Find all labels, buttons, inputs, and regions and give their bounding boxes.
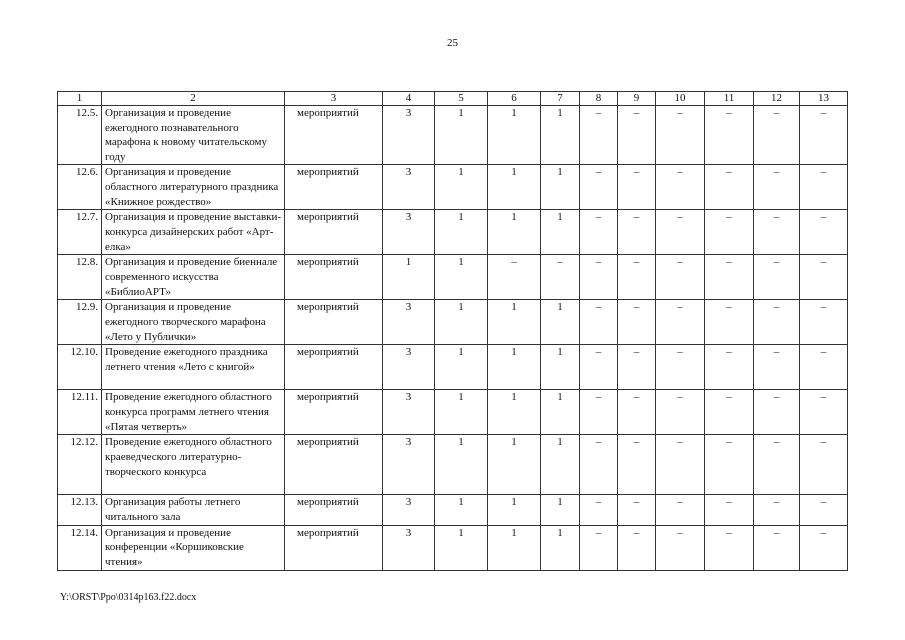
value-cell: –	[754, 435, 800, 495]
value-cell: –	[580, 345, 618, 390]
activity-description-cell: Проведение ежегодного областного конкурса программ летнего чтения «Пятая четверть»	[102, 390, 285, 435]
value-cell: –	[800, 106, 848, 165]
value-cell: –	[705, 210, 754, 255]
value-cell: –	[618, 106, 656, 165]
value-cell: –	[705, 390, 754, 435]
table-row	[58, 300, 848, 345]
column-header: 7	[541, 92, 580, 106]
value-cell: 1	[435, 210, 488, 255]
table-row	[58, 106, 848, 165]
item-number-cell: 12.6.	[58, 165, 102, 210]
column-header: 5	[435, 92, 488, 106]
value-cell: –	[656, 165, 705, 210]
value-cell: –	[705, 435, 754, 495]
value-cell: 1	[488, 435, 541, 495]
table-row	[58, 525, 848, 570]
value-cell: 1	[435, 165, 488, 210]
value-cell: –	[800, 345, 848, 390]
activity-description-cell: Организация и проведение областного литературного праздника «Книжное рождество»	[102, 165, 285, 210]
value-cell: –	[488, 255, 541, 300]
value-cell: 3	[383, 106, 435, 165]
value-cell: 1	[541, 165, 580, 210]
value-cell: 3	[383, 435, 435, 495]
unit-cell: мероприятий	[285, 106, 383, 165]
value-cell: 1	[435, 255, 488, 300]
value-cell: –	[754, 390, 800, 435]
value-cell: –	[705, 525, 754, 570]
unit-cell: мероприятий	[285, 390, 383, 435]
column-header: 8	[580, 92, 618, 106]
table-row	[58, 435, 848, 495]
value-cell: –	[754, 210, 800, 255]
value-cell: 1	[435, 300, 488, 345]
value-cell: 3	[383, 345, 435, 390]
table-row	[58, 390, 848, 435]
unit-cell: мероприятий	[285, 165, 383, 210]
table-row	[58, 210, 848, 255]
value-cell: –	[580, 300, 618, 345]
value-cell: –	[580, 390, 618, 435]
value-cell: –	[656, 390, 705, 435]
value-cell: –	[754, 255, 800, 300]
value-cell: 1	[541, 390, 580, 435]
item-number-cell: 12.7.	[58, 210, 102, 255]
item-number-cell: 12.13.	[58, 495, 102, 525]
value-cell: –	[656, 345, 705, 390]
value-cell: –	[618, 495, 656, 525]
value-cell: –	[580, 106, 618, 165]
value-cell: –	[754, 525, 800, 570]
column-header: 6	[488, 92, 541, 106]
value-cell: –	[705, 345, 754, 390]
value-cell: –	[618, 525, 656, 570]
item-number-cell: 12.10.	[58, 345, 102, 390]
value-cell: –	[800, 525, 848, 570]
value-cell: –	[580, 435, 618, 495]
column-header: 3	[285, 92, 383, 106]
value-cell: –	[705, 495, 754, 525]
value-cell: –	[754, 300, 800, 345]
value-cell: 1	[435, 390, 488, 435]
activity-table	[57, 91, 848, 571]
value-cell: –	[754, 106, 800, 165]
table-row	[58, 165, 848, 210]
unit-cell: мероприятий	[285, 345, 383, 390]
value-cell: 1	[435, 345, 488, 390]
value-cell: –	[656, 210, 705, 255]
value-cell: –	[618, 435, 656, 495]
footer-file-path: Y:\ORST\Ppo\0314p163.f22.docx	[60, 592, 197, 603]
value-cell: –	[800, 300, 848, 345]
value-cell: –	[541, 255, 580, 300]
value-cell: –	[705, 165, 754, 210]
column-header: 4	[383, 92, 435, 106]
value-cell: –	[800, 390, 848, 435]
value-cell: 3	[383, 165, 435, 210]
unit-cell: мероприятий	[285, 435, 383, 495]
value-cell: –	[618, 165, 656, 210]
value-cell: –	[705, 106, 754, 165]
item-number-cell: 12.14.	[58, 525, 102, 570]
activity-description-cell: Организация и проведение выставки-конкурса дизайнерских работ «Арт-елка»	[102, 210, 285, 255]
value-cell: 1	[435, 525, 488, 570]
column-header: 2	[102, 92, 285, 106]
column-header: 11	[705, 92, 754, 106]
value-cell: –	[580, 525, 618, 570]
activity-description-cell: Организация и проведение ежегодного познавательного марафона к новому читательскому году	[102, 106, 285, 165]
value-cell: –	[580, 495, 618, 525]
value-cell: 1	[488, 165, 541, 210]
value-cell: –	[618, 345, 656, 390]
value-cell: –	[656, 106, 705, 165]
value-cell: –	[618, 255, 656, 300]
value-cell: –	[754, 495, 800, 525]
unit-cell: мероприятий	[285, 255, 383, 300]
value-cell: –	[656, 300, 705, 345]
value-cell: –	[754, 345, 800, 390]
value-cell: –	[800, 165, 848, 210]
value-cell: 1	[488, 106, 541, 165]
value-cell: 1	[488, 525, 541, 570]
value-cell: –	[656, 435, 705, 495]
item-number-cell: 12.9.	[58, 300, 102, 345]
value-cell: –	[580, 255, 618, 300]
value-cell: 1	[541, 435, 580, 495]
value-cell: 3	[383, 210, 435, 255]
value-cell: –	[800, 435, 848, 495]
column-header: 10	[656, 92, 705, 106]
value-cell: 1	[541, 495, 580, 525]
value-cell: 1	[435, 435, 488, 495]
unit-cell: мероприятий	[285, 495, 383, 525]
activity-description-cell: Организация работы летнего читального зала	[102, 495, 285, 525]
value-cell: 1	[488, 210, 541, 255]
unit-cell: мероприятий	[285, 525, 383, 570]
item-number-cell: 12.5.	[58, 106, 102, 165]
value-cell: 3	[383, 390, 435, 435]
value-cell: –	[800, 495, 848, 525]
value-cell: 1	[541, 345, 580, 390]
value-cell: 1	[541, 525, 580, 570]
value-cell: 1	[383, 255, 435, 300]
value-cell: 3	[383, 525, 435, 570]
value-cell: 3	[383, 300, 435, 345]
value-cell: 1	[435, 495, 488, 525]
value-cell: –	[656, 255, 705, 300]
value-cell: 1	[541, 106, 580, 165]
value-cell: –	[618, 390, 656, 435]
unit-cell: мероприятий	[285, 300, 383, 345]
item-number-cell: 12.11.	[58, 390, 102, 435]
value-cell: 1	[488, 300, 541, 345]
table-row	[58, 495, 848, 525]
table-row	[58, 345, 848, 390]
value-cell: –	[580, 210, 618, 255]
value-cell: –	[580, 165, 618, 210]
value-cell: –	[618, 210, 656, 255]
value-cell: 1	[488, 495, 541, 525]
table-header-row	[58, 92, 848, 106]
value-cell: 1	[541, 210, 580, 255]
value-cell: –	[656, 525, 705, 570]
value-cell: –	[705, 300, 754, 345]
value-cell: 1	[435, 106, 488, 165]
value-cell: 1	[488, 345, 541, 390]
column-header: 9	[618, 92, 656, 106]
value-cell: 3	[383, 495, 435, 525]
value-cell: –	[800, 210, 848, 255]
value-cell: –	[618, 300, 656, 345]
activity-description-cell: Организация и проведение биеннале современного искусства «БиблиоАРТ»	[102, 255, 285, 300]
page-number: 25	[447, 37, 458, 49]
activity-description-cell: Организация и проведение конференции «Коршиковские чтения»	[102, 525, 285, 570]
table-body	[58, 106, 848, 571]
value-cell: –	[656, 495, 705, 525]
item-number-cell: 12.12.	[58, 435, 102, 495]
table-row	[58, 255, 848, 300]
item-number-cell: 12.8.	[58, 255, 102, 300]
value-cell: –	[800, 255, 848, 300]
value-cell: –	[705, 255, 754, 300]
value-cell: –	[754, 165, 800, 210]
unit-cell: мероприятий	[285, 210, 383, 255]
activity-description-cell: Проведение ежегодного областного краеведческого литературно-творческого конкурса	[102, 435, 285, 495]
column-header: 1	[58, 92, 102, 106]
column-header: 13	[800, 92, 848, 106]
value-cell: 1	[541, 300, 580, 345]
activity-description-cell: Проведение ежегодного праздника летнего чтения «Лето с книгой»	[102, 345, 285, 390]
activity-description-cell: Организация и проведение ежегодного творческого марафона «Лето у Публички»	[102, 300, 285, 345]
column-header: 12	[754, 92, 800, 106]
value-cell: 1	[488, 390, 541, 435]
